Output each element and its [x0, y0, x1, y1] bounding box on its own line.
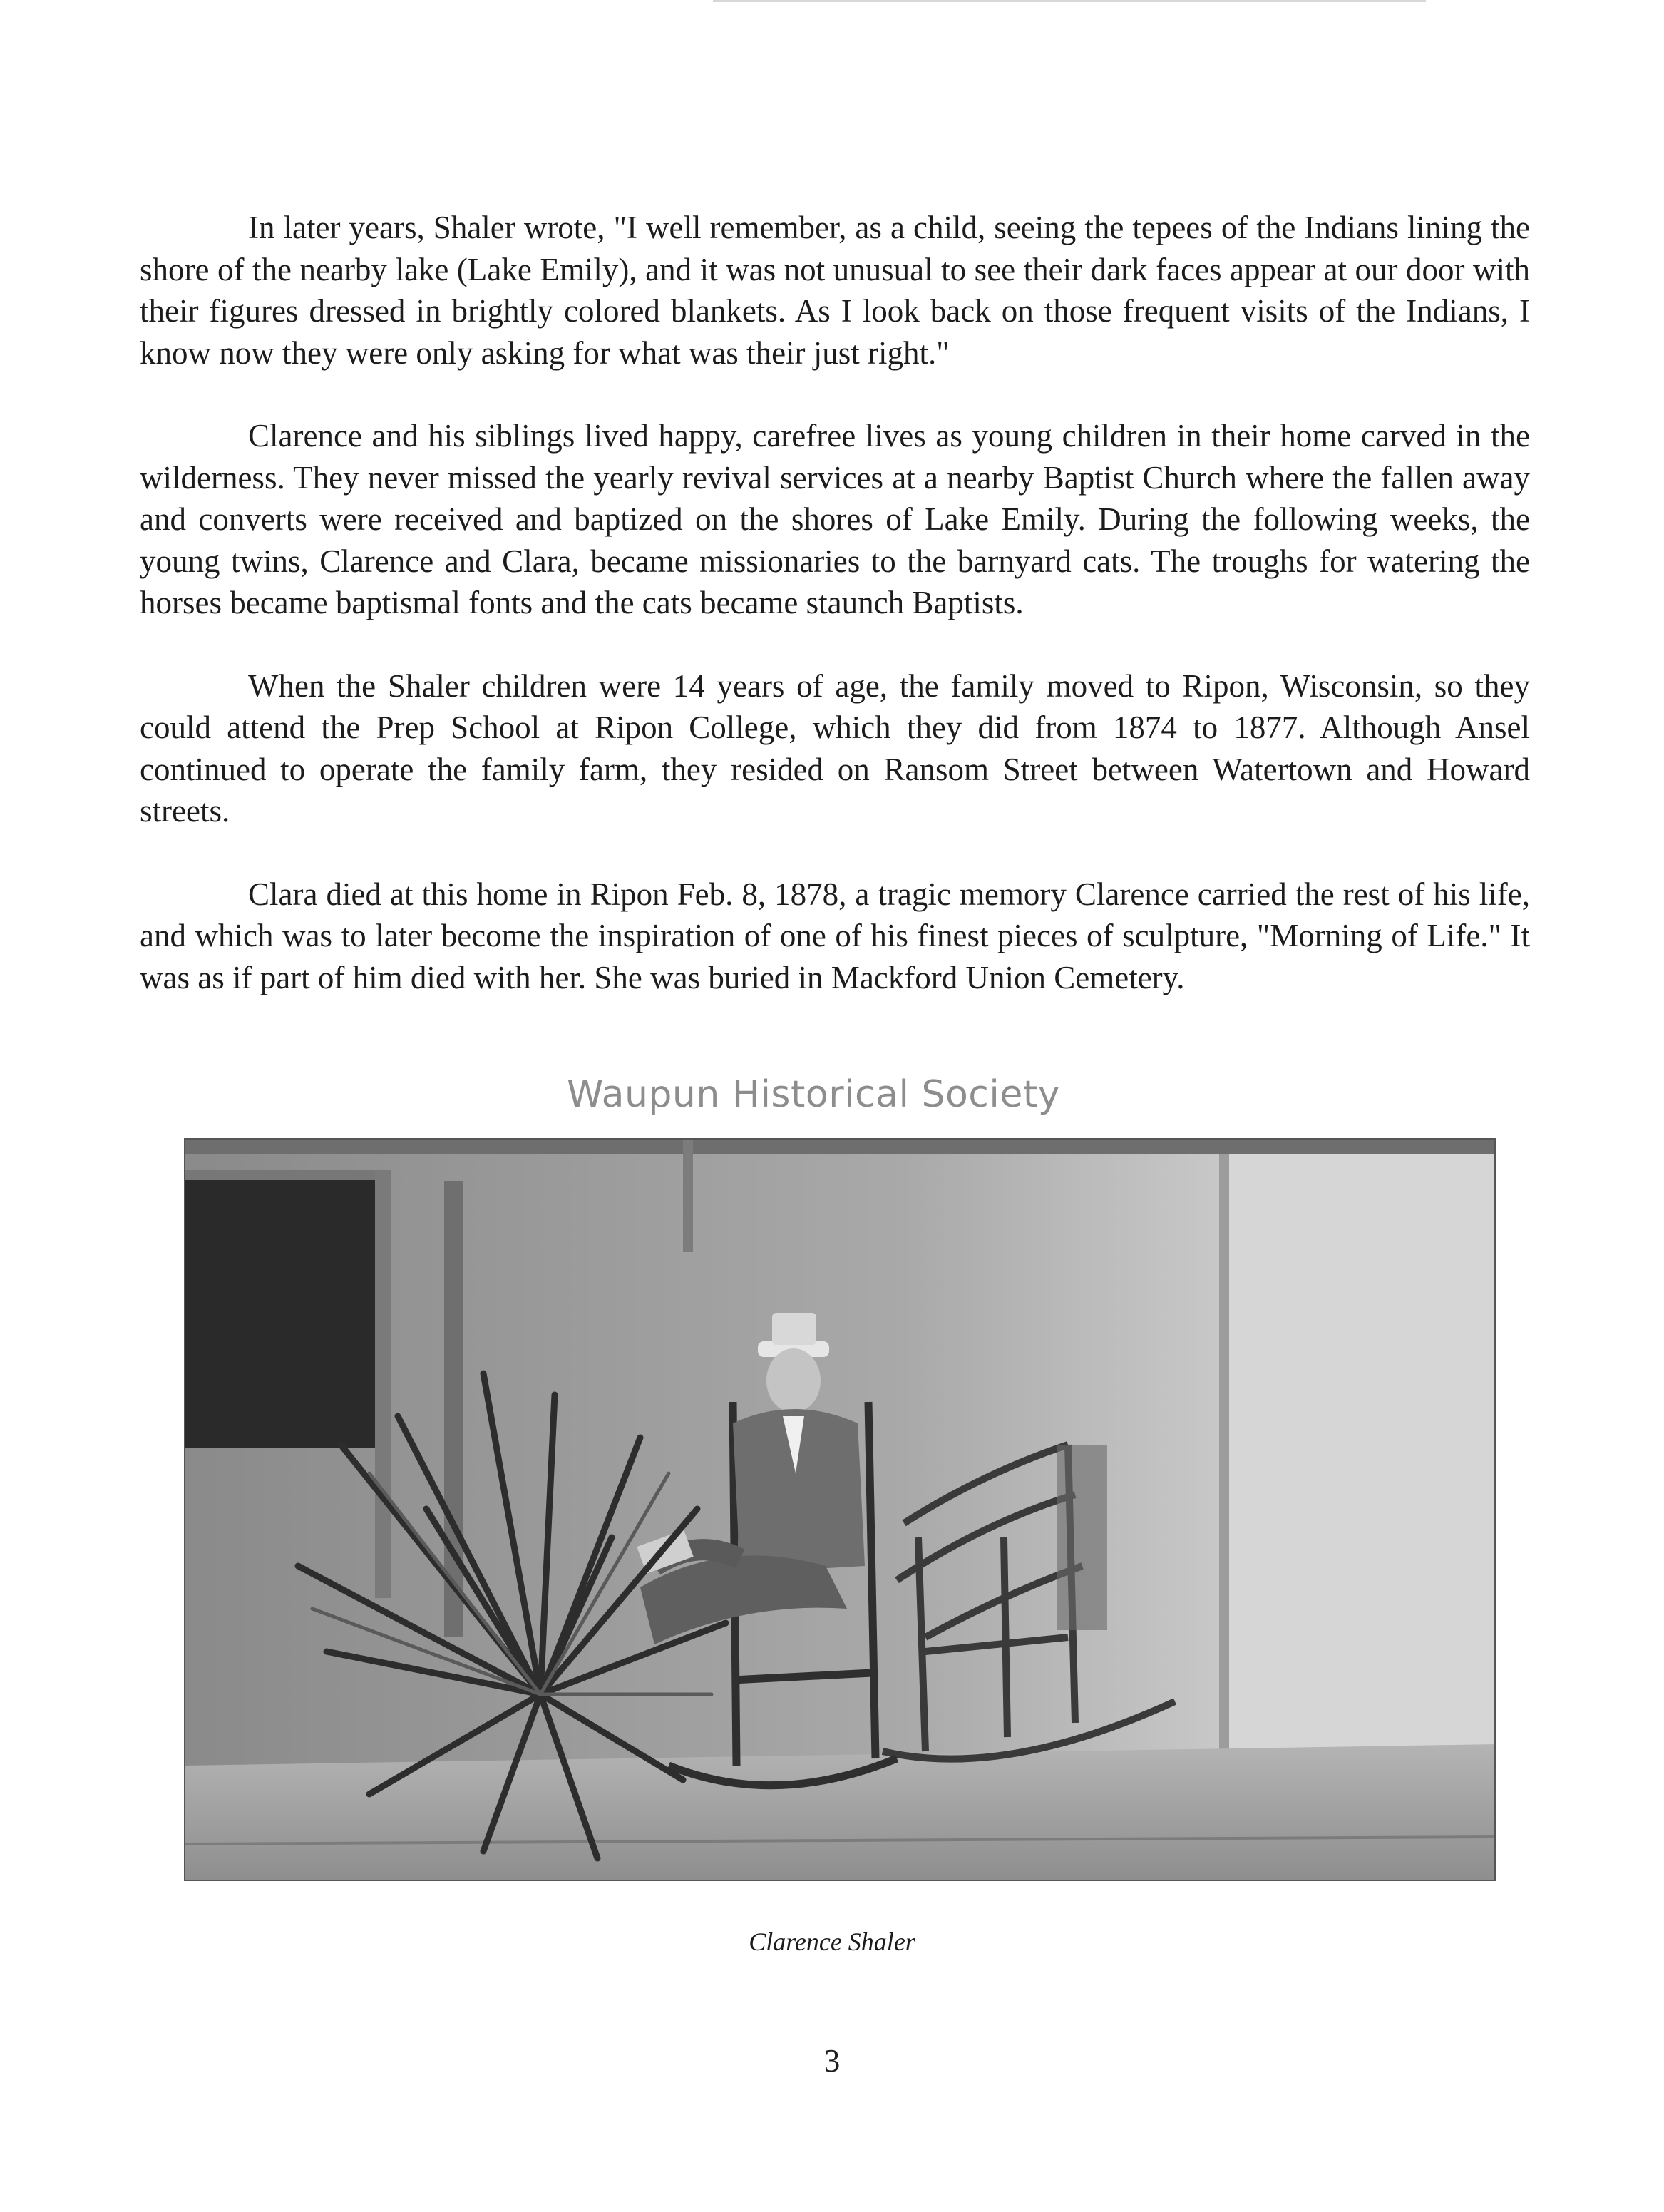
- watermark: Waupun Historical Society: [567, 1073, 1060, 1116]
- article-body: [140, 207, 1530, 1040]
- paragraph-2: Clarence and his siblings lived happy, carefree lives as young children in their home carved in the wilderness. They never missed the yearly revival services at a nearby Baptist Church where the fallen away and converts were received and baptized on the shores of Lake Emily. During the following weeks, the young twins, Clarence and Clara, became missionaries to the barnyard cats. The troughs for watering the horses became baptismal fonts and the cats became staunch Baptists.: [140, 418, 1530, 620]
- paragraph-4: Clara died at this home in Ripon Feb. 8, 1878, a tragic memory Clarence carried the rest of his life, and which was to later become the inspiration of one of his finest pieces of sculpture, "Morning of Life." It was as if part of him died with her. She was buried in Mackford Union Cemetery.: [140, 876, 1530, 995]
- photo-caption: Clarence Shaler: [749, 1927, 915, 1956]
- paragraph-1: In later years, Shaler wrote, "I well remember, as a child, seeing the tepees of the Indians lining the shore of the nearby lake (Lake Emily), and it was not unusual to see their dark faces appear at our door with their figures dressed in brightly colored blankets. As I look back on those frequent visits of the Indians, I know now they were only asking for what was their just right.": [140, 210, 1530, 371]
- photograph-icon: [184, 1138, 1496, 1881]
- scan-edge-line: [713, 0, 1426, 2]
- photograph: [184, 1138, 1496, 1881]
- page-number: 3: [823, 2043, 841, 2079]
- paragraph-3: When the Shaler children were 14 years of age, the family moved to Ripon, Wisconsin, so they could attend the Prep School at Ripon College, which they did from 1874 to 1877. Although Ansel continued to operate the family farm, they resided on Ransom Street between Watertown and Howard streets.: [140, 667, 1530, 829]
